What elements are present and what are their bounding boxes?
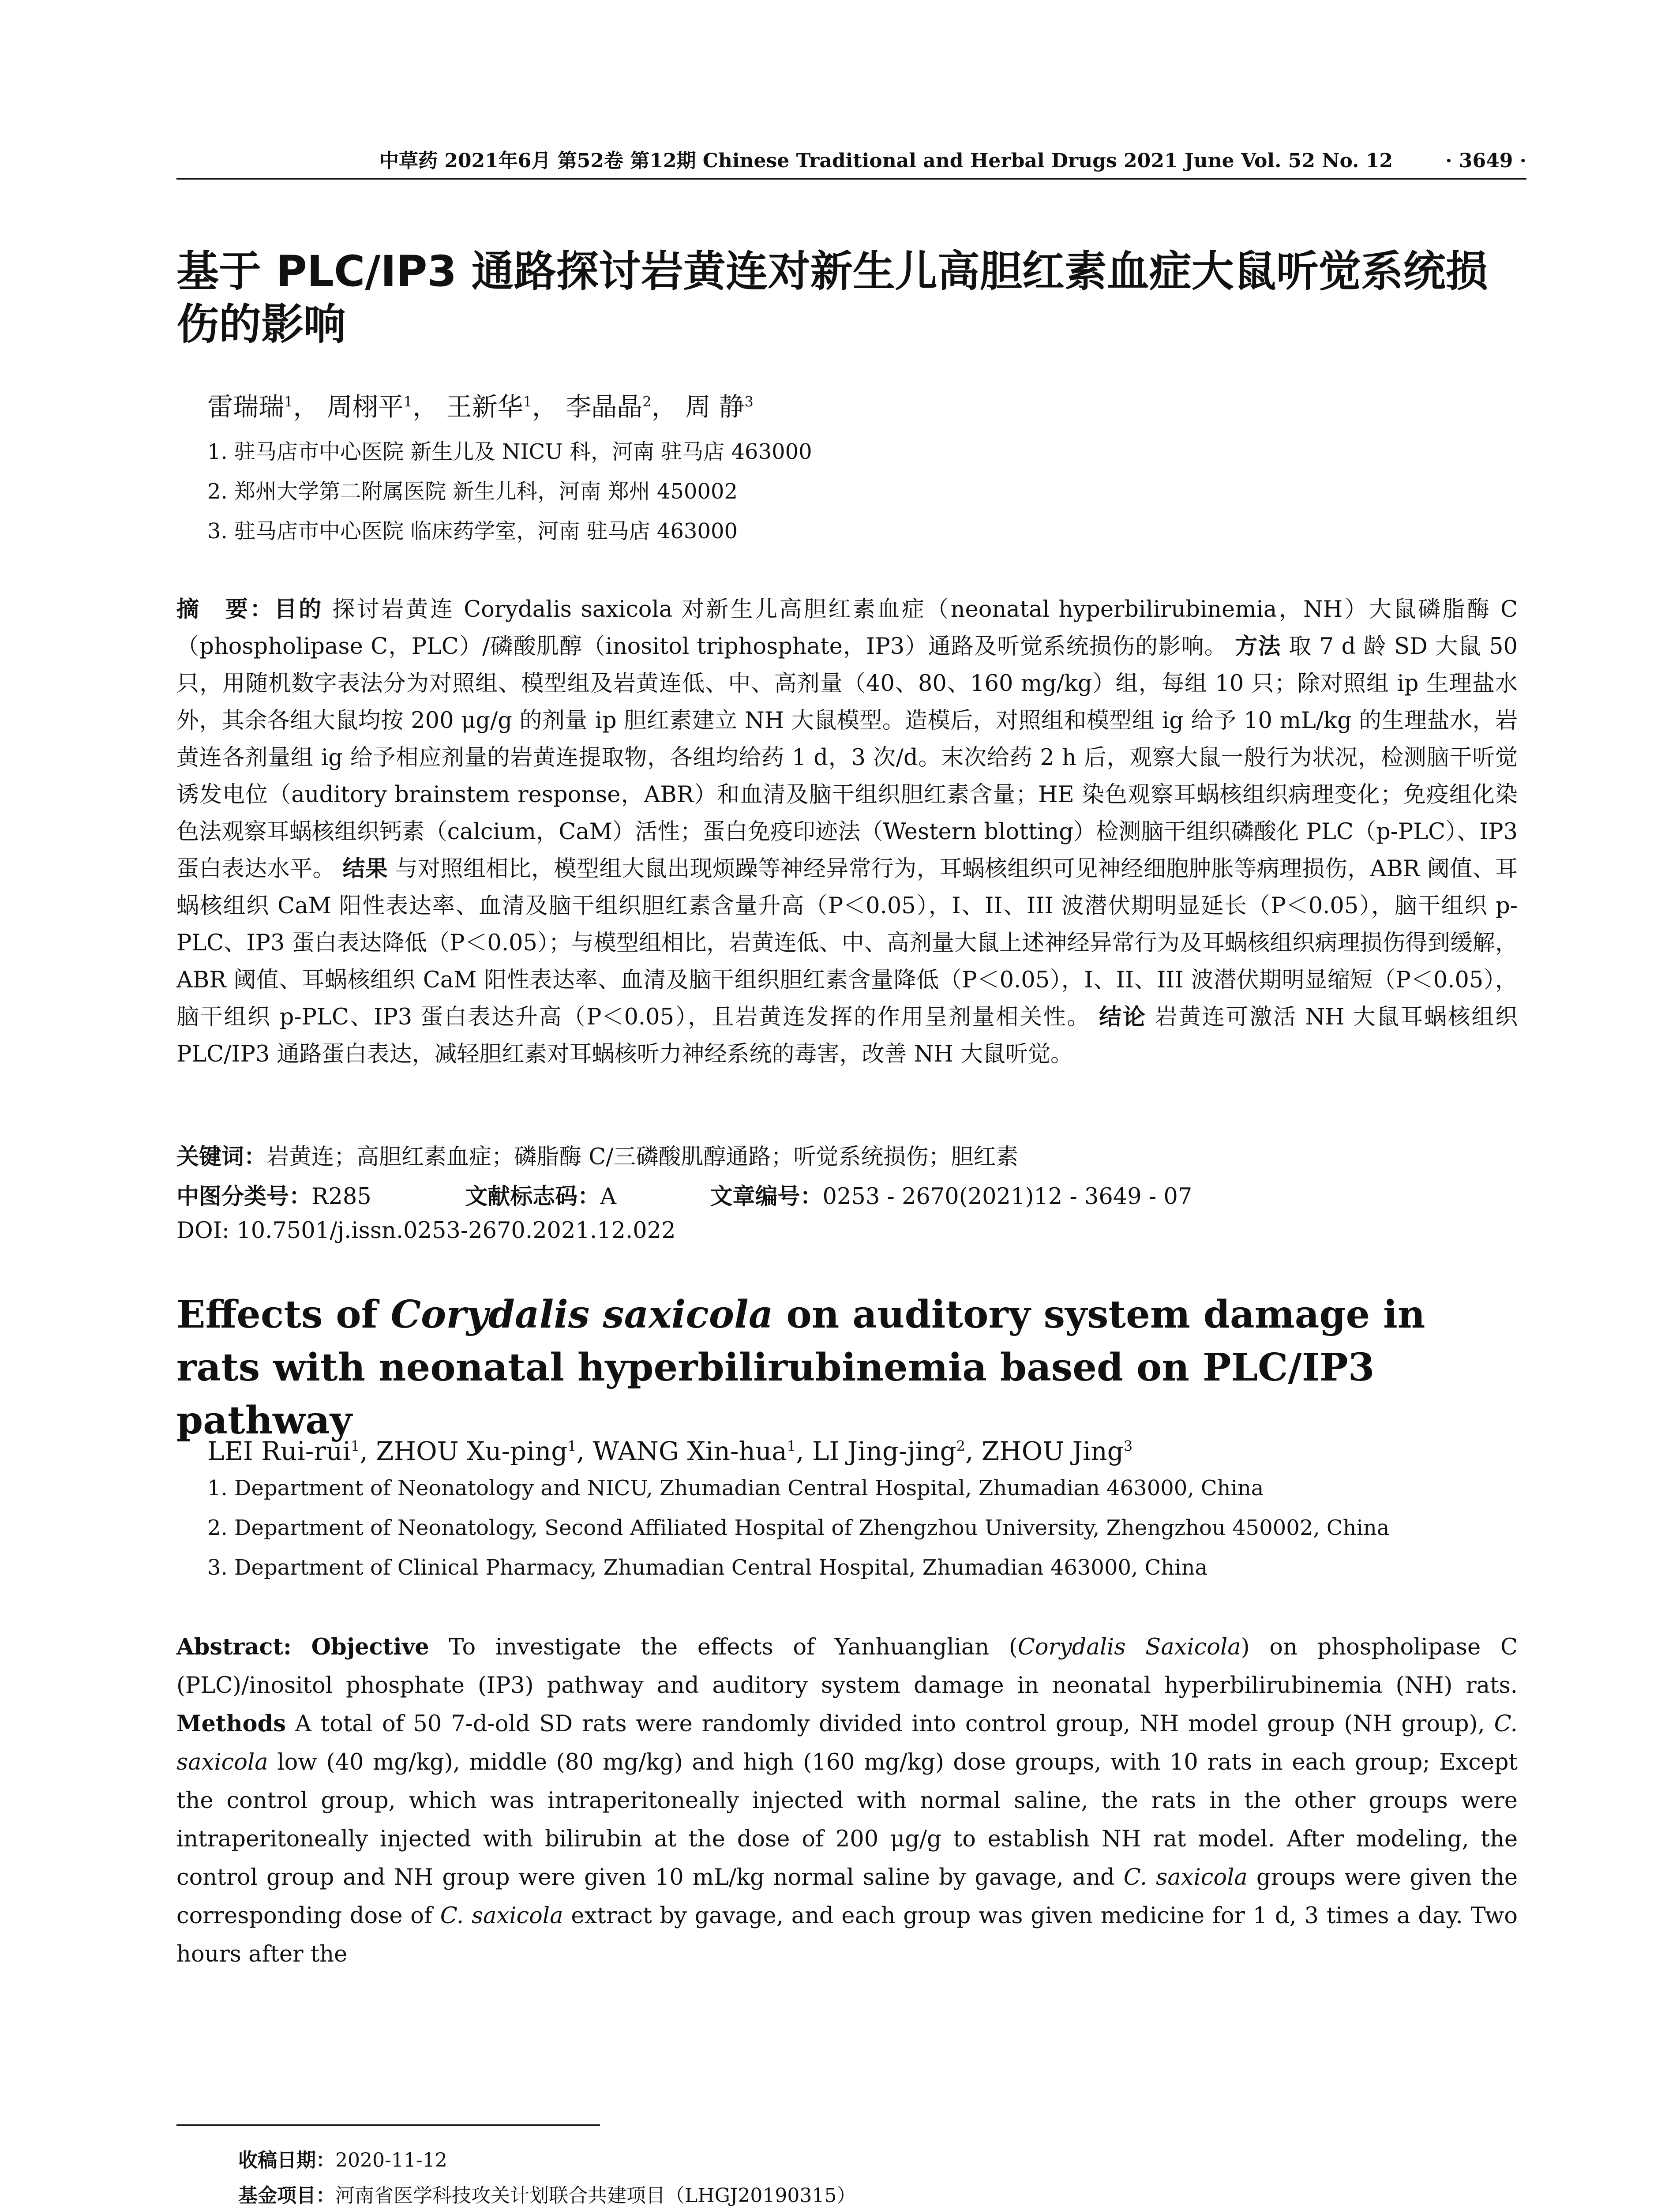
clc-value: R285 (311, 1184, 371, 1210)
title-en-part2: on auditory system damage in rats with neonatal hyperbilirubinemia based on PLC/IP3 pathway (176, 1292, 1425, 1443)
author-aff-en: 1 (567, 1437, 577, 1455)
abstract-cn (176, 591, 1518, 1073)
objective-en-text: ) on phospholipase C (PLC)/inositol phosphate (IP3) pathway and auditory system damage in neonatal hyperbilirubinemia (NH) rats. (176, 1634, 1518, 1699)
species-italic: Corydalis Saxicola (1017, 1634, 1241, 1660)
author-aff: 1 (403, 393, 413, 410)
affiliation-en-3: 3. Department of Clinical Pharmacy, Zhumadian Central Hospital, Zhumadian 463000, China (207, 1555, 1208, 1580)
footnote-rule (176, 2124, 600, 2126)
author-aff: 2 (642, 393, 652, 410)
conclusion-label: 结论 (1099, 1004, 1147, 1030)
keywords-cn (176, 1138, 1018, 1171)
title-en-part1: Effects of (176, 1292, 391, 1337)
affiliation-cn-3: 3. 驻马店市中心医院 临床药学室，河南 驻马店 463000 (207, 519, 738, 544)
author-aff-en: 3 (1123, 1437, 1133, 1455)
page-number: · 3649 · (1445, 150, 1526, 172)
running-header (176, 146, 1526, 176)
authors-cn: 雷瑞瑞$^1$， 周栩平$^1$， 王新华$^1$， 李晶晶$^2$， 周 静$^3$ (207, 392, 754, 422)
authors-en: LEI Rui-rui$^1$, ZHOU Xu-ping$^1$, WANG Xin-hua$^1$, LI Jing-jing$^2$, ZHOU Jing$^3$ (207, 1436, 1133, 1466)
article-no-value: 0253 - 2670(2021)12 - 3649 - 07 (822, 1184, 1192, 1210)
methods-en-text: groups were given the corresponding dose of (176, 1865, 1518, 1929)
footnote-label: 基金项目： (238, 2184, 335, 2206)
affiliation-cn-1: 1. 驻马店市中心医院 新生儿及 NICU 科，河南 驻马店 463000 (207, 439, 812, 464)
affiliation-en-1: 1. Department of Neonatology and NICU, Zhumadian Central Hospital, Zhumadian 463000, China (207, 1476, 1264, 1501)
title-en-species: Corydalis saxicola (390, 1292, 773, 1337)
title-cn: 基于 PLC/IP3 通路探讨岩黄连对新生儿高胆红素血症大鼠听觉系统损伤的影响 (176, 247, 1488, 349)
author-aff-en: 1 (787, 1437, 796, 1455)
author-name: 李晶晶 (566, 392, 643, 422)
methods-text: 取 7 d 龄 SD 大鼠 50 只，用随机数字表法分为对照组、模型组及岩黄连低、中、高剂量（40、80、160 mg/kg）组，每组 10 只；除对照组 ip 生理盐水外，其余各组大鼠均按 200 μg/g 的剂量 ip 胆红素建立 NH 大鼠模型。造模后，对照组和模型组 ig 给予 10 mL/kg 的生理盐水，岩黄连各剂量组 ig 给予相应剂量的岩黄连提取物，各组均给药 1 d，3 次/d。末次给药 2 h 后，观察大鼠一般行为状况，检测脑干听觉诱发电位（auditory brainstem response，ABR）和血清及脑干组织胆红素含量；HE 染色观察耳蜗核组织病理变化；免疫组化染色法观察耳蜗核组织钙素（calcium，CaM）活性；蛋白免疫印迹法（Western blotting）检测脑干组织磷酸化 PLC（p-PLC）、IP3 蛋白表达水平。 (176, 634, 1518, 882)
species-italic: C. saxicola (176, 1711, 1518, 1775)
methods-en-text: A total of 50 7-d-old SD rats were randomly divided into control group, NH model group (NH group), (295, 1711, 1494, 1737)
results-text: 与对照组相比，模型组大鼠出现烦躁等神经异常行为，耳蜗核组织可见神经细胞肿胀等病理损伤，ABR 阈值、耳蜗核组织 CaM 阳性表达率、血清及脑干组织胆红素含量升高（P＜0.05），I、II、III 波潜伏期明显延长（P＜0.05），脑干组织 p-PLC、IP3 蛋白表达降低（P＜0.05）；与模型组相比，岩黄连低、中、高剂量大鼠上述神经异常行为及耳蜗核组织病理损伤得到缓解，ABR 阈值、耳蜗核组织 CaM 阳性表达率、血清及脑干组织胆红素含量降低（P＜0.05），I、II、III 波潜伏期明显缩短（P＜0.05），脑干组织 p-PLC、IP3 蛋白表达升高（P＜0.05），且岩黄连发挥的作用呈剂量相关性。 (176, 856, 1518, 1030)
species-italic: C. saxicola (440, 1903, 563, 1929)
article-no-label: 文章编号： (710, 1184, 823, 1210)
author-name: 雷瑞瑞 (207, 392, 285, 422)
objective-en-text: To investigate the effects of Yanhuanglian ( (449, 1634, 1018, 1660)
abstract-en (176, 1628, 1518, 1973)
doi-label: DOI: (176, 1218, 230, 1244)
doi-value[interactable]: 10.7501/j.issn.0253-2670.2021.12.022 (236, 1218, 676, 1244)
methods-en-text: extract by gavage, and each group was given medicine for 1 d, 3 times a day. Two hours after the (176, 1903, 1518, 1967)
author-aff: 1 (284, 393, 293, 410)
affiliation-cn-2: 2. 郑州大学第二附属医院 新生儿科，河南 郑州 450002 (207, 479, 738, 504)
methods-en-text: low (40 mg/kg), middle (80 mg/kg) and high (160 mg/kg) dose groups, with 10 rats in each group; Except the control group, which was intraperitoneally injected with normal saline, the rats in the other groups were intraperitoneally injected with bilirubin at the dose of 200 μg/g to establish NH rat model. After modeling, the control group and NH group were given 10 mL/kg normal saline by gavage, and (176, 1749, 1518, 1891)
author-name: 周栩平 (326, 392, 404, 422)
author-name-en: LI Jing-jing (812, 1436, 956, 1466)
abstract-en-label: Abstract: (176, 1634, 292, 1660)
methods-en-label: Methods (176, 1711, 286, 1737)
abstract-label: 摘 要： (176, 597, 274, 623)
doc-code-value: A (600, 1184, 617, 1210)
affiliation-en-2: 2. Department of Neonatology, Second Affiliated Hospital of Zhengzhou University, Zhengzhou 450002, China (207, 1516, 1390, 1540)
author-aff-en: 1 (351, 1437, 360, 1455)
journal-line: 中草药 2021年6月 第52卷 第12期 Chinese Traditional and Herbal Drugs 2021 June Vol. 52 No. 12 (379, 150, 1393, 172)
author-name-en: ZHOU Jing (981, 1436, 1124, 1466)
footnote-text: 河南省医学科技攻关计划联合共建项目（LHGJ20190315） (335, 2184, 856, 2206)
footnote-text: 2020-11-12 (335, 2149, 447, 2172)
results-label: 结果 (342, 856, 388, 882)
author-name: 周 静 (685, 392, 745, 422)
conclusion-text: 岩黄连可激活 NH 大鼠耳蜗核组织 PLC/IP3 通路蛋白表达，减轻胆红素对耳蜗核听力神经系统的毒害，改善 NH 大鼠听觉。 (176, 1004, 1518, 1067)
author-name-en: WANG Xin-hua (592, 1436, 787, 1466)
footnote-label: 收稿日期： (238, 2149, 335, 2172)
author-name-en: LEI Rui-rui (207, 1436, 351, 1466)
author-name-en: ZHOU Xu-ping (376, 1436, 568, 1466)
author-aff-en: 2 (956, 1437, 965, 1455)
classification-line (176, 1178, 1192, 1211)
author-aff: 1 (523, 393, 532, 410)
keywords-text: 岩黄连；高胆红素血症；磷脂酶 C/三磷酸肌醇通路；听觉系统损伤；胆红素 (266, 1144, 1019, 1170)
objective-label: 目的 (274, 597, 323, 623)
header-rule (176, 178, 1526, 180)
doi-line (176, 1218, 676, 1244)
title-en (176, 1288, 1518, 1447)
footnote-received (238, 2144, 447, 2172)
doc-code-label: 文献标志码： (465, 1184, 600, 1210)
objective-text: 探讨岩黄连 Corydalis saxicola 对新生儿高胆红素血症（neonatal hyperbilirubinemia，NH）大鼠磷脂酶 C（phospholipase C，PLC）/磷酸肌醇（inositol triphosphate，IP3）通路及听觉系统损伤的影响。 (176, 597, 1518, 660)
methods-label: 方法 (1235, 634, 1281, 660)
author-aff: 3 (744, 393, 754, 410)
objective-en-label: Objective (311, 1634, 429, 1660)
keywords-label: 关键词： (176, 1144, 267, 1170)
footnote-funding (238, 2180, 856, 2206)
clc-label: 中图分类号： (176, 1184, 312, 1210)
author-name: 王新华 (446, 392, 523, 422)
species-italic: C. saxicola (1123, 1865, 1248, 1891)
